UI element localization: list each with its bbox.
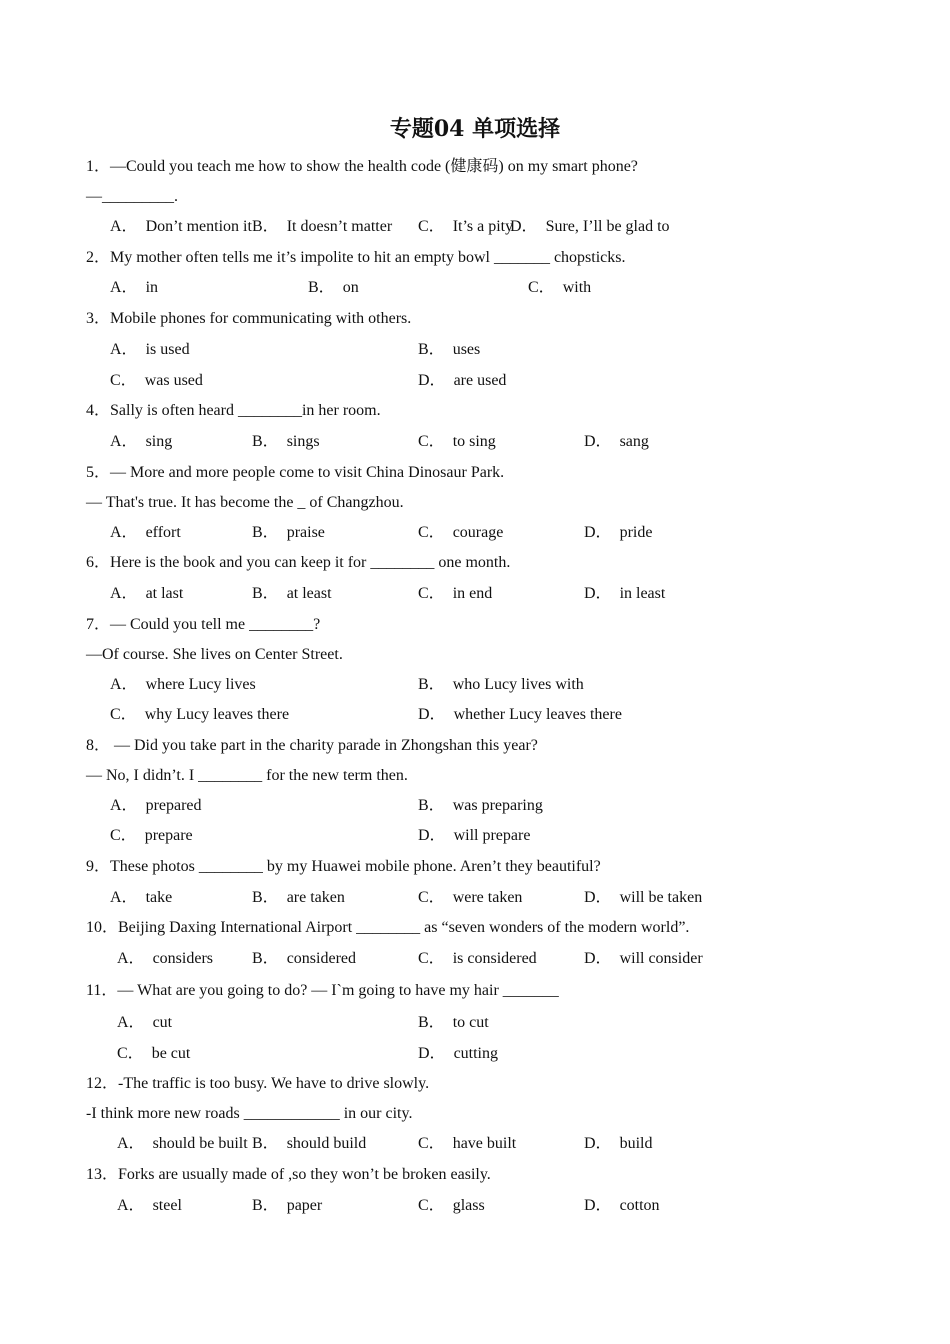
option-letter: C．	[110, 706, 137, 723]
option-text: uses	[452, 341, 481, 358]
option-letter: D．	[584, 1197, 612, 1214]
answer-option	[110, 431, 172, 453]
answer-option	[110, 370, 203, 392]
page-title: 专题04 单项选择	[389, 116, 561, 142]
question-response-line: — That's true. It has become the _ of Changzhou.	[86, 494, 404, 511]
option-letter: D．	[584, 433, 612, 450]
option-letter: A．	[110, 889, 138, 906]
option-letter: A．	[110, 797, 138, 814]
option-text: have built	[452, 1135, 517, 1152]
option-text: at last	[145, 585, 184, 602]
answer-option	[418, 1133, 516, 1155]
option-letter: B．	[418, 341, 445, 358]
answer-option	[110, 704, 289, 726]
option-text: cut	[152, 1014, 173, 1031]
option-text: will be taken	[619, 889, 703, 906]
answer-option	[584, 1133, 652, 1155]
option-letter: A．	[110, 524, 138, 541]
option-letter: B．	[418, 676, 445, 693]
option-text: build	[619, 1135, 653, 1152]
option-letter: A．	[117, 1197, 145, 1214]
question-stem: 4．Sally is often heard ________in her room.	[86, 402, 381, 419]
option-letter: C．	[110, 827, 137, 844]
option-text: will prepare	[453, 827, 531, 844]
option-letter: B．	[252, 889, 279, 906]
option-letter: B．	[252, 218, 279, 235]
option-letter: B．	[252, 524, 279, 541]
answer-option	[252, 1195, 322, 1217]
option-letter: B．	[252, 950, 279, 967]
answer-option	[252, 1133, 366, 1155]
option-letter: C．	[418, 1135, 445, 1152]
answer-option	[252, 948, 356, 970]
option-letter: A．	[110, 218, 138, 235]
option-text: sang	[619, 433, 649, 450]
option-text: where Lucy lives	[145, 676, 256, 693]
question-stem: 5．— More and more people come to visit China Dinosaur Park.	[86, 464, 505, 481]
question-stem: 10．Beijing Daxing International Airport ________ as “seven wonders of the modern world”.	[86, 919, 690, 936]
option-letter: A．	[110, 585, 138, 602]
option-text: are taken	[286, 889, 345, 906]
option-letter: A．	[110, 341, 138, 358]
answer-option	[418, 795, 543, 817]
option-text: prepare	[144, 827, 193, 844]
option-text: is considered	[452, 950, 537, 967]
option-text: glass	[452, 1197, 485, 1214]
option-text: Don’t mention it	[145, 218, 252, 235]
question-stem: 1．—Could you teach me how to show the health code (健康码) on my smart phone?	[86, 158, 638, 175]
option-text: should be built	[152, 1135, 248, 1152]
option-text: to sing	[452, 433, 496, 450]
option-letter: D．	[418, 372, 446, 389]
option-text: effort	[145, 524, 181, 541]
answer-option	[110, 887, 172, 909]
answer-option	[418, 1012, 489, 1034]
option-text: considers	[152, 950, 213, 967]
option-text: why Lucy leaves there	[144, 706, 290, 723]
question-response-line: -I think more new roads ____________ in our city.	[86, 1105, 413, 1122]
option-text: in least	[619, 585, 666, 602]
option-text: courage	[452, 524, 504, 541]
answer-option	[528, 277, 591, 299]
answer-option	[418, 674, 584, 696]
question-stem: 3．Mobile phones for communicating with others.	[86, 310, 412, 327]
option-text: cutting	[453, 1045, 498, 1062]
option-letter: C．	[418, 218, 445, 235]
answer-option	[252, 216, 392, 238]
option-letter: A．	[110, 676, 138, 693]
option-letter: A．	[110, 433, 138, 450]
option-text: paper	[286, 1197, 323, 1214]
option-text: with	[562, 279, 592, 296]
answer-option	[584, 1195, 660, 1217]
option-letter: C．	[528, 279, 555, 296]
answer-option	[252, 887, 345, 909]
option-letter: B．	[252, 433, 279, 450]
answer-option	[418, 216, 513, 238]
option-text: at least	[286, 585, 332, 602]
option-text: in end	[452, 585, 493, 602]
option-text: was used	[144, 372, 203, 389]
option-text: in	[145, 279, 159, 296]
answer-option	[117, 1012, 172, 1034]
option-letter: C．	[418, 433, 445, 450]
option-text: are used	[453, 372, 507, 389]
option-text: prepared	[145, 797, 202, 814]
option-letter: D．	[418, 827, 446, 844]
answer-option	[252, 583, 332, 605]
answer-option	[117, 1043, 190, 1065]
answer-option	[510, 216, 670, 238]
answer-option	[584, 431, 649, 453]
answer-option	[110, 674, 256, 696]
answer-option	[418, 1195, 485, 1217]
option-letter: C．	[418, 889, 445, 906]
option-letter: D．	[418, 1045, 446, 1062]
option-letter: D．	[584, 1135, 612, 1152]
option-text: pride	[619, 524, 653, 541]
option-text: was preparing	[452, 797, 543, 814]
question-stem: 13．Forks are usually made of ,so they won’t be broken easily.	[86, 1166, 491, 1183]
answer-option	[418, 948, 537, 970]
question-stem: 7．— Could you tell me ________?	[86, 616, 321, 633]
option-text: Sure, I’ll be glad to	[545, 218, 670, 235]
answer-option	[308, 277, 359, 299]
option-letter: A．	[117, 1014, 145, 1031]
option-text: is used	[145, 341, 190, 358]
answer-option	[418, 825, 530, 847]
answer-option	[418, 583, 492, 605]
option-letter: B．	[418, 1014, 445, 1031]
answer-option	[110, 522, 181, 544]
question-stem: 8． — Did you take part in the charity parade in Zhongshan this year?	[86, 737, 538, 754]
option-letter: A．	[110, 279, 138, 296]
option-letter: D．	[584, 585, 612, 602]
option-letter: D．	[584, 889, 612, 906]
option-letter: B．	[308, 279, 335, 296]
option-text: who Lucy lives with	[452, 676, 584, 693]
option-letter: B．	[252, 1135, 279, 1152]
question-stem: 11．— What are you going to do? — I`m going to have my hair _______	[86, 982, 559, 999]
option-letter: B．	[252, 585, 279, 602]
question-stem: 9．These photos ________ by my Huawei mobile phone. Aren’t they beautiful?	[86, 858, 601, 875]
option-letter: A．	[117, 1135, 145, 1152]
option-letter: C．	[418, 1197, 445, 1214]
question-stem: 12．-The traffic is too busy. We have to drive slowly.	[86, 1075, 430, 1092]
answer-option	[584, 887, 702, 909]
option-text: should build	[286, 1135, 367, 1152]
option-letter: C．	[418, 950, 445, 967]
answer-option	[117, 948, 213, 970]
answer-option	[110, 795, 202, 817]
option-letter: D．	[418, 706, 446, 723]
answer-option	[110, 583, 183, 605]
option-letter: B．	[418, 797, 445, 814]
answer-option	[418, 887, 522, 909]
option-text: on	[342, 279, 359, 296]
option-letter: B．	[252, 1197, 279, 1214]
option-text: It doesn’t matter	[286, 218, 393, 235]
answer-option	[252, 431, 320, 453]
option-letter: C．	[418, 585, 445, 602]
answer-option	[584, 583, 665, 605]
option-text: sings	[286, 433, 320, 450]
option-text: to cut	[452, 1014, 489, 1031]
option-letter: A．	[117, 950, 145, 967]
question-stem: 6．Here is the book and you can keep it for ________ one month.	[86, 554, 511, 571]
option-letter: D．	[510, 218, 538, 235]
answer-option	[418, 339, 480, 361]
answer-option	[418, 704, 622, 726]
answer-option	[584, 948, 703, 970]
answer-option	[110, 339, 190, 361]
answer-option	[117, 1195, 182, 1217]
answer-option	[117, 1133, 248, 1155]
answer-option	[110, 825, 193, 847]
answer-option	[110, 277, 158, 299]
question-response-line: — No, I didn’t. I ________ for the new term then.	[86, 767, 408, 784]
option-text: will consider	[619, 950, 703, 967]
option-text: were taken	[452, 889, 523, 906]
question-stem: 2．My mother often tells me it’s impolite to hit an empty bowl _______ chopsticks.	[86, 249, 626, 266]
option-text: considered	[286, 950, 356, 967]
option-text: sing	[145, 433, 173, 450]
option-letter: D．	[584, 950, 612, 967]
option-letter: C．	[117, 1045, 144, 1062]
question-response-line: —_________.	[86, 188, 178, 205]
answer-option	[584, 522, 652, 544]
answer-option	[418, 370, 506, 392]
answer-option	[418, 1043, 498, 1065]
option-text: be cut	[151, 1045, 191, 1062]
option-text: steel	[152, 1197, 182, 1214]
option-text: praise	[286, 524, 325, 541]
answer-option	[110, 216, 252, 238]
option-text: cotton	[619, 1197, 660, 1214]
option-letter: C．	[418, 524, 445, 541]
answer-option	[252, 522, 325, 544]
question-response-line: —Of course. She lives on Center Street.	[86, 646, 343, 663]
option-text: take	[145, 889, 173, 906]
option-text: It’s a pity	[452, 218, 514, 235]
option-letter: C．	[110, 372, 137, 389]
answer-option	[418, 522, 503, 544]
answer-option	[418, 431, 496, 453]
option-letter: D．	[584, 524, 612, 541]
option-text: whether Lucy leaves there	[453, 706, 622, 723]
